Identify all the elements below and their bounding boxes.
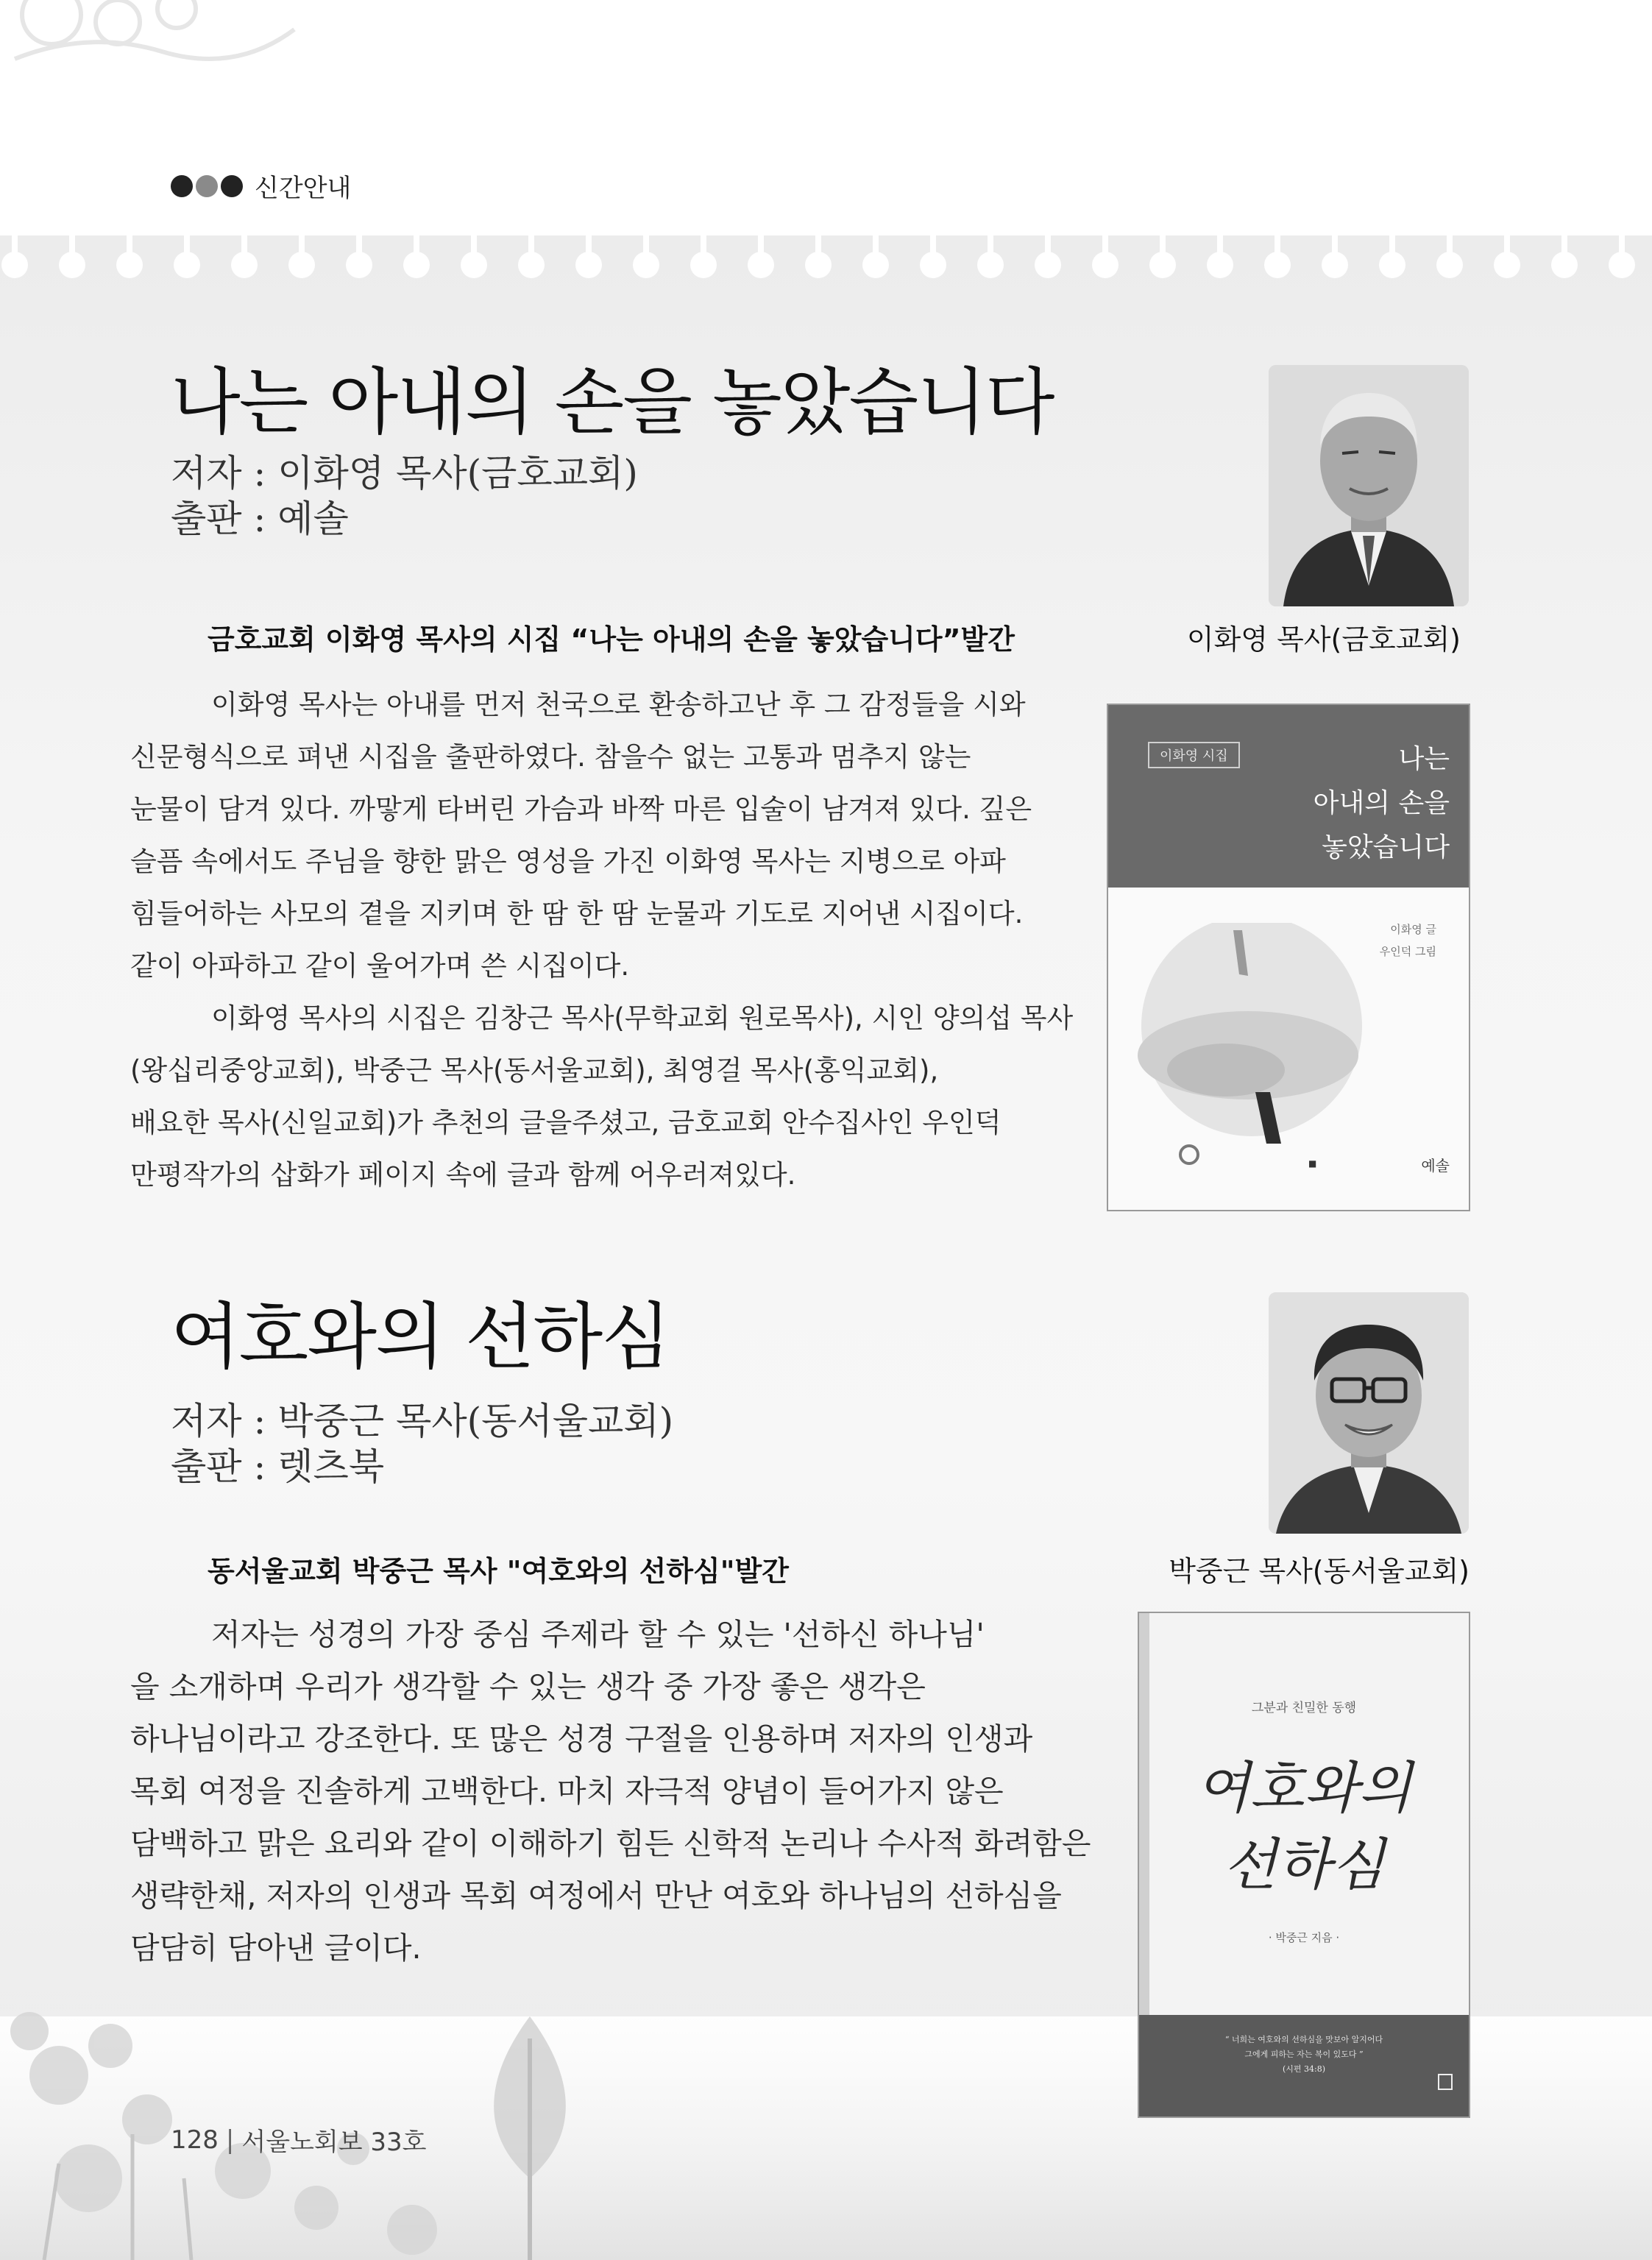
scallop-stem xyxy=(815,235,821,258)
text-line: 이화영 목사의 시집은 김창근 목사(무학교회 원로목사), 시인 양의섭 목사 xyxy=(211,1002,1074,1034)
book1-publisher: 출판 : 예솔 xyxy=(171,497,349,540)
scallop-stem xyxy=(586,235,592,258)
scallop-stem xyxy=(528,235,534,258)
scallop-stem xyxy=(1447,235,1453,258)
book2-author: 저자 : 박중근 목사(동서울교회) xyxy=(171,1400,674,1442)
scallop-stem xyxy=(1504,235,1510,258)
scallop-stem xyxy=(1619,235,1625,258)
cover-title-line: 놓았습니다 xyxy=(1322,832,1450,862)
author-photo xyxy=(1269,365,1469,606)
publisher-logo-icon xyxy=(1438,2074,1453,2090)
book1-paragraph-2 xyxy=(130,992,1074,1201)
footer-separator: | xyxy=(225,2125,235,2155)
text-line: 담백하고 맑은 요리와 같이 이해하기 힘든 신학적 논리나 수사적 화려함은 xyxy=(130,1826,1091,1861)
book1-cover xyxy=(1107,704,1470,1211)
cover-credit-line: 이화영 글 xyxy=(1390,923,1436,936)
book2-title: 여호와의 선하심 xyxy=(171,1295,670,1379)
text-line: 배요한 목사(신일교회)가 추천의 글을주셨고, 금호교회 안수집사인 우인덕 xyxy=(130,1107,1002,1138)
calligraphy-line: 여호와의 xyxy=(1196,1755,1412,1821)
scallop-stem xyxy=(1102,235,1108,258)
scallop-stem xyxy=(643,235,649,258)
text-line: 신문형식으로 펴낸 시집을 출판하였다. 참을수 없는 고통과 멈추지 않는 xyxy=(130,741,971,773)
quote-line: “ 너희는 여호와의 선하심을 맛보아 알지어다 xyxy=(1224,2035,1383,2044)
book2-paragraph-1 xyxy=(130,1609,1091,1974)
book1-title: 나는 아내의 손을 놓았습니다 xyxy=(171,361,1054,444)
cover-quote xyxy=(1139,2033,1469,2077)
page-footer xyxy=(171,2122,427,2158)
cover-small-mark: ■ xyxy=(1308,1158,1317,1169)
scallop-stem xyxy=(930,235,936,258)
scallop-stem xyxy=(356,235,362,258)
text-line: 하나님이라고 강조한다. 또 많은 성경 구절을 인용하며 저자의 인생과 xyxy=(130,1721,1033,1757)
scallop-stem xyxy=(414,235,419,258)
scallop-stem xyxy=(1045,235,1051,258)
floral-ornament xyxy=(0,0,309,88)
scallop-stem xyxy=(241,235,247,258)
scallop-stem xyxy=(701,235,706,258)
portrait-image xyxy=(1269,365,1469,606)
scallop-stem xyxy=(1332,235,1338,258)
scallop-stem xyxy=(12,235,18,258)
scallop-stem xyxy=(471,235,477,258)
book2-meta xyxy=(171,1398,673,1489)
page-number: 128 xyxy=(171,2125,219,2155)
scallop-border xyxy=(0,235,1652,316)
text-line: 생략한채, 저자의 인생과 목회 여정에서 만난 여호와 하나님의 선하심을 xyxy=(130,1878,1062,1913)
cover-author: · 박중근 지음 · xyxy=(1268,1931,1340,1944)
text-line: 만평작가의 삽화가 페이지 속에 글과 함께 어우러져있다. xyxy=(130,1159,796,1191)
text-line: 눈물이 담겨 있다. 까맣게 타버린 가슴과 바짝 마른 입술이 남겨져 있다. 깊은 xyxy=(130,793,1032,825)
cover-publisher: 예솔 xyxy=(1421,1157,1450,1175)
cover-title-line: 나는 xyxy=(1398,744,1450,774)
scallop-stem xyxy=(873,235,879,258)
book1-meta xyxy=(171,450,638,542)
scallop-stem xyxy=(69,235,75,258)
cover-title xyxy=(1314,737,1450,870)
cover-tag: 이화영 시집 xyxy=(1148,742,1240,768)
dot-icon xyxy=(171,175,193,197)
author-photo xyxy=(1269,1292,1469,1534)
scallop-stem xyxy=(184,235,190,258)
book1-body xyxy=(130,679,1074,1201)
bullet-dots xyxy=(171,175,243,197)
dot-icon xyxy=(221,175,243,197)
text-line: 같이 아파하고 같이 울어가며 쓴 시집이다. xyxy=(130,950,630,982)
scallop-stem xyxy=(1217,235,1223,258)
text-line: 담담히 담아낸 글이다. xyxy=(130,1930,422,1966)
scallop-stem xyxy=(127,235,132,258)
quote-line: (시편 34:8) xyxy=(1282,2064,1326,2074)
dot-icon xyxy=(196,175,218,197)
quote-line: 그에게 피하는 자는 복이 있도다 ” xyxy=(1244,2050,1364,2059)
text-line: 저자는 성경의 가장 중심 주제라 할 수 있는 '선하신 하나님' xyxy=(211,1617,985,1652)
book2-publisher: 출판 : 렛츠북 xyxy=(171,1445,385,1488)
text-line: 슬픔 속에서도 주님을 향한 맑은 영성을 가진 이화영 목사는 지병으로 아파 xyxy=(130,846,1006,877)
scallop-stem xyxy=(1561,235,1567,258)
book2-subheading: 동서울교회 박중근 목사 "여호와의 선하심"발간 xyxy=(208,1555,789,1587)
section-title: 신간안내 xyxy=(255,174,352,203)
calligraphy-line: 선하심 xyxy=(1222,1832,1386,1897)
scallop-stem xyxy=(758,235,764,258)
cover-top-line: 그분과 친밀한 동행 xyxy=(1251,1701,1357,1715)
text-line: 힘들어하는 사모의 곁을 지키며 한 땀 한 땀 눈물과 기도로 지어낸 시집이다. xyxy=(130,898,1024,929)
cover-title-line: 아내의 손을 xyxy=(1313,788,1450,818)
book2-cover xyxy=(1138,1612,1470,2118)
cover-illustration xyxy=(1138,923,1366,1173)
scallop-stem xyxy=(1389,235,1395,258)
publication-name: 서울노회보 33호 xyxy=(241,2128,427,2157)
scallop-stem xyxy=(988,235,993,258)
cover-credits xyxy=(1380,918,1436,963)
book2-photo-caption: 박중근 목사(동서울교회) xyxy=(1169,1555,1470,1587)
text-line: 이화영 목사는 아내를 먼저 천국으로 환송하고난 후 그 감정들을 시와 xyxy=(211,689,1026,720)
book2-body xyxy=(130,1609,1091,1974)
text-line: 목회 여정을 진솔하게 고백한다. 마치 자극적 양념이 들어가지 않은 xyxy=(130,1774,1004,1809)
book1-author: 저자 : 이화영 목사(금호교회) xyxy=(171,452,638,495)
book1-subheading: 금호교회 이화영 목사의 시집 “나는 아내의 손을 놓았습니다”발간 xyxy=(208,623,1015,656)
scallop-stem xyxy=(1275,235,1280,258)
cover-credit-line: 우인덕 그림 xyxy=(1379,945,1436,958)
section-label xyxy=(171,168,351,204)
text-line: (왕십리중앙교회), 박중근 목사(동서울교회), 최영걸 목사(홍익교회), xyxy=(130,1055,939,1086)
book1-paragraph-1 xyxy=(130,679,1032,992)
book1-photo-caption: 이화영 목사(금호교회) xyxy=(1186,623,1461,656)
scallop-stem xyxy=(1160,235,1166,258)
cover-calligraphy xyxy=(1139,1750,1469,1903)
scallop-stem xyxy=(299,235,305,258)
portrait-image xyxy=(1269,1292,1469,1534)
text-line: 을 소개하며 우리가 생각할 수 있는 생각 중 가장 좋은 생각은 xyxy=(130,1669,926,1704)
